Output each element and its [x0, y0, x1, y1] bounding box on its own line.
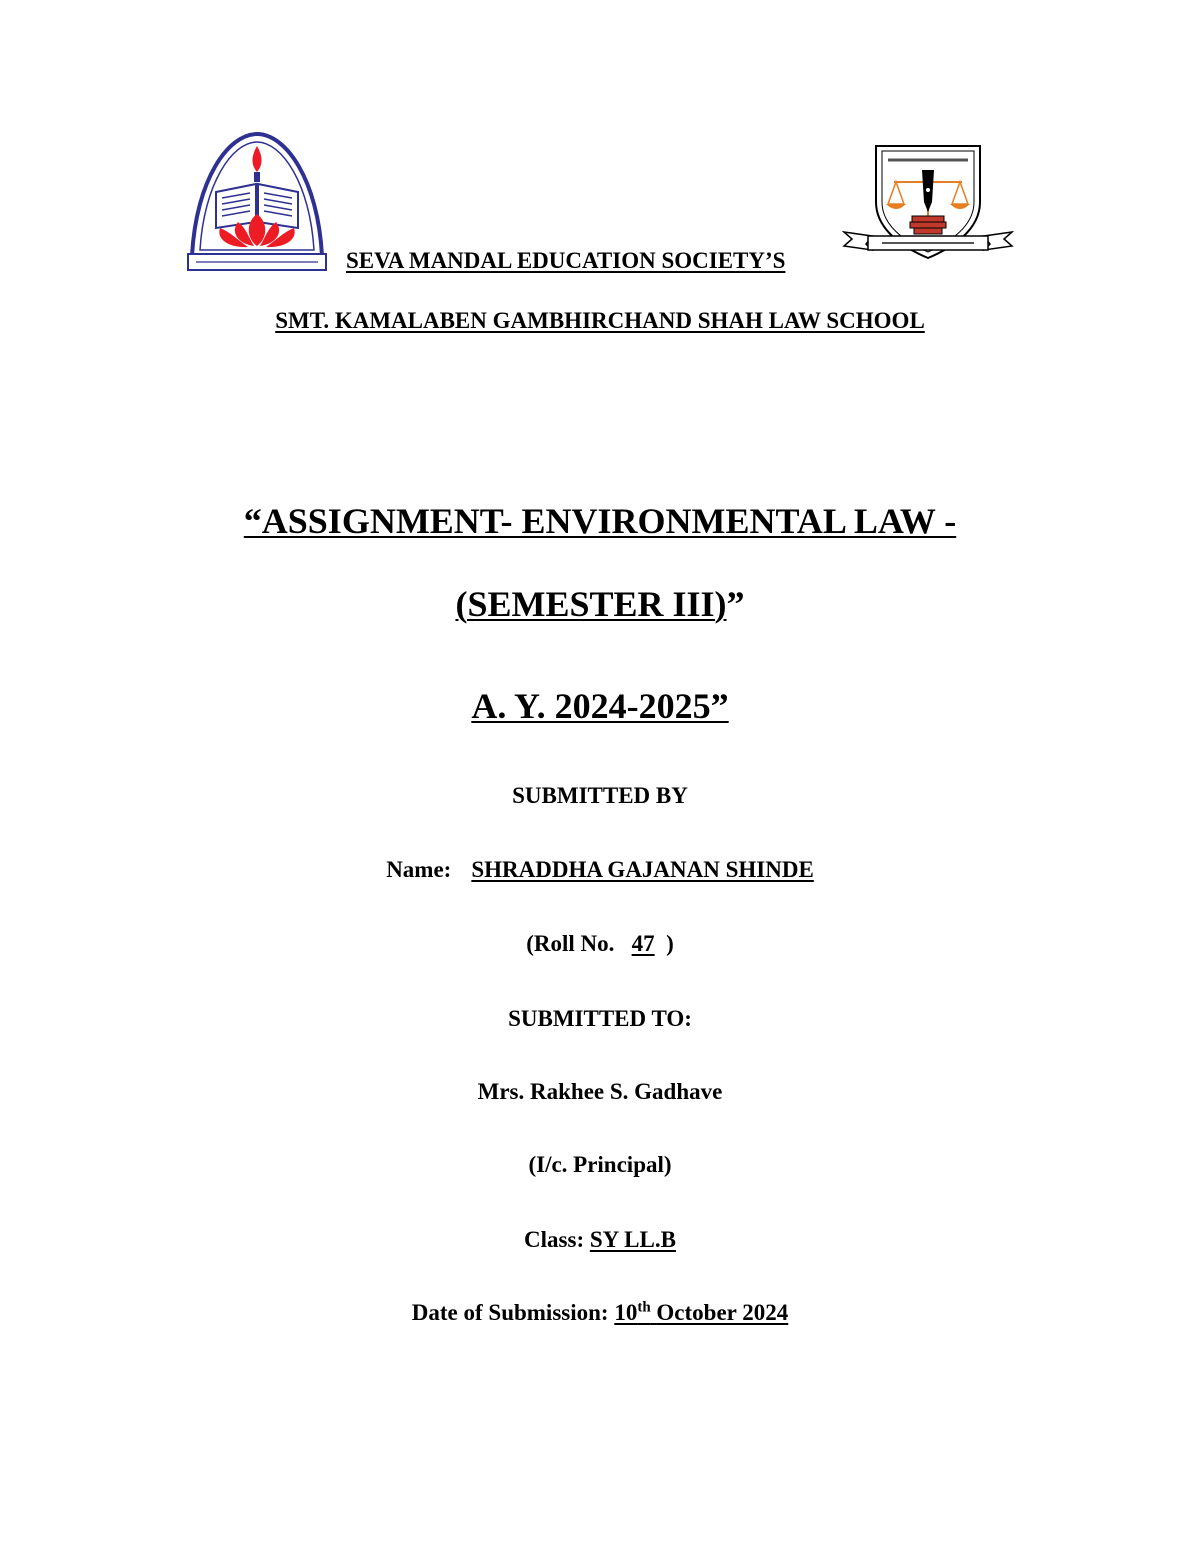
academic-year	[0, 685, 1200, 727]
academic-year-text: A. Y. 2024-2025”	[471, 686, 729, 726]
closing-quote: ”	[726, 584, 745, 624]
class-value: SY LL.B	[589, 1227, 676, 1252]
roll-number: 47	[631, 931, 655, 956]
student-name-line	[0, 857, 1200, 883]
date-day-suffix: th	[637, 1299, 651, 1316]
roll-label: (Roll No.	[526, 931, 615, 956]
name-label: Name:	[386, 857, 452, 882]
submitted-to-heading: SUBMITTED TO:	[508, 1006, 692, 1031]
school-name: SMT. KAMALABEN GAMBHIRCHAND SHAH LAW SCHOOL	[275, 308, 925, 333]
date-label: Date of Submission:	[411, 1300, 609, 1325]
semester-text: (SEMESTER III)	[455, 584, 727, 624]
date-month-year: October 2024	[656, 1300, 789, 1325]
assignment-title-line-1	[0, 500, 1200, 542]
submission-date	[614, 1300, 788, 1325]
teacher-designation: (I/c. Principal)	[528, 1152, 672, 1177]
class-label: Class:	[524, 1227, 585, 1252]
society-name: SEVA MANDAL EDUCATION SOCIETY’S	[346, 248, 786, 273]
submission-date-line	[0, 1300, 1200, 1326]
seva-mandal-emblem-icon	[186, 130, 328, 272]
date-day: 10	[614, 1300, 638, 1325]
roll-close: )	[666, 931, 674, 956]
teacher-name: Mrs. Rakhee S. Gadhave	[477, 1079, 723, 1104]
class-line	[0, 1227, 1200, 1253]
assignment-title-line-2	[0, 583, 1200, 625]
law-school-crest-icon	[842, 140, 1014, 265]
submitted-by-heading: SUBMITTED BY	[512, 783, 688, 808]
title-text: “ASSIGNMENT- ENVIRONMENTAL LAW -	[243, 501, 957, 541]
student-name: SHRADDHA GAJANAN SHINDE	[471, 857, 814, 882]
roll-number-line	[0, 931, 1200, 957]
